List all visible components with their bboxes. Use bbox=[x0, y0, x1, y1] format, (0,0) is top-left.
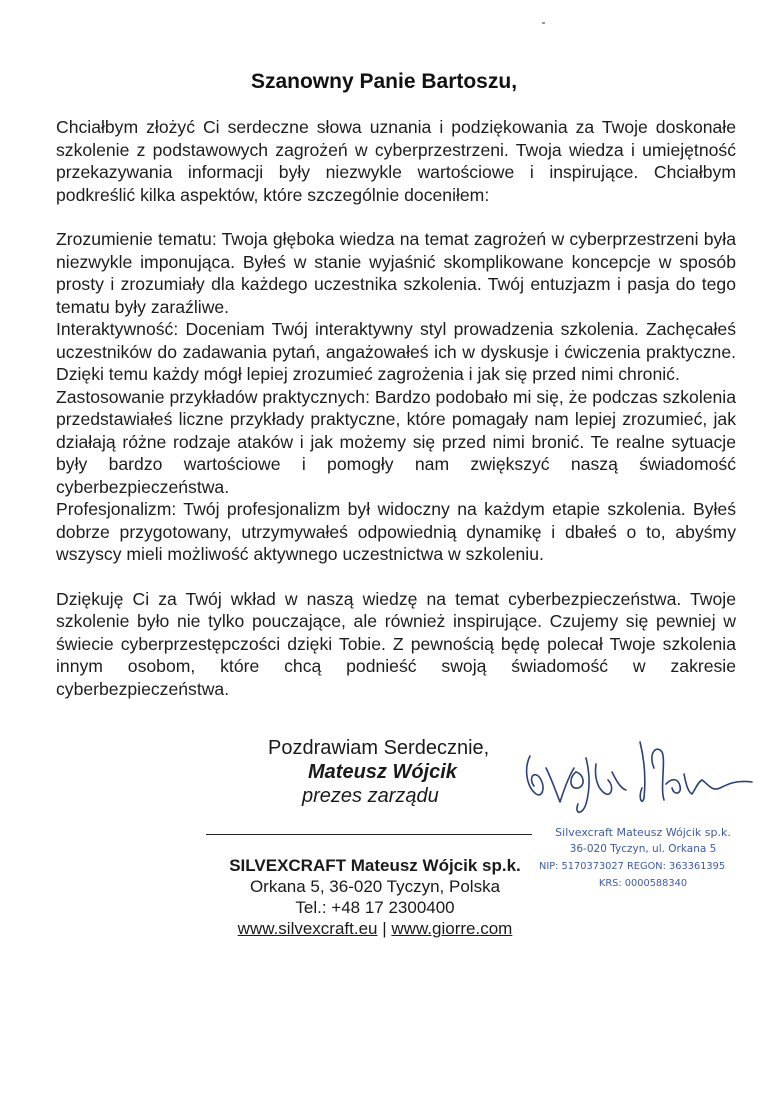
website-link-silvexcraft[interactable]: www.silvexcraft.eu bbox=[237, 919, 378, 938]
scan-speck bbox=[542, 22, 545, 24]
closing-block bbox=[268, 736, 489, 808]
company-websites bbox=[210, 918, 540, 939]
website-separator: | bbox=[382, 919, 387, 938]
letter-salutation: Szanowny Panie Bartoszu, bbox=[250, 70, 518, 93]
company-phone: Tel.: +48 17 2300400 bbox=[295, 898, 455, 917]
company-address: Orkana 5, 36-020 Tyczyn, Polska bbox=[249, 877, 501, 896]
signature-line bbox=[206, 834, 532, 835]
closing-greeting: Pozdrawiam Serdecznie, bbox=[268, 737, 490, 759]
company-name: SILVEXCRAFT Mateusz Wójcik sp.k. bbox=[229, 856, 521, 875]
signer-role: prezes zarządu bbox=[302, 785, 439, 807]
intro-paragraph: Chciałbym złożyć Ci serdeczne słowa uznania i podziękowania za Twoje doskonałe szkolenie z podstawowych zagrożeń w cyberprzestrzeni. Twoja wiedza i umiejętność przekazywania informacji były niezwykle wartościowe i inspirujące. Chciałbym podkreślić kilka aspektów, które szczególnie doceniłem: bbox=[56, 117, 736, 205]
stamp-tax-ids: NIP: 5170373027 REGON: 363361395 bbox=[539, 861, 726, 872]
point-interactivity: Interaktywność: Doceniam Twój interaktywny styl prowadzenia szkolenia. Zachęcałeś uczestników do zadawania pytań, angażowałeś ich w dyskusje i ćwiczenia praktyczne. Dzięki temu każdy mógł lepiej zrozumieć zagrożenia i jak się przed nimi chronić. bbox=[56, 319, 736, 384]
stamp-address: 36-020 Tyczyn, ul. Orkana 5 bbox=[569, 843, 717, 855]
point-understanding: Zrozumienie tematu: Twoja głęboka wiedza na temat zagrożeń w cyberprzestrzeni była niezwykle imponująca. Byłeś w stanie wyjaśnić skomplikowane koncepcje w sposób prosty i zrozumiały dla każdego uczestnika szkolenia. Twój entuzjazm i pasja do tego tematu były zaraźliwe. bbox=[56, 229, 736, 317]
company-footer bbox=[210, 855, 540, 939]
stamp-krs: KRS: 0000588340 bbox=[598, 878, 688, 889]
paragraph-gap bbox=[56, 566, 736, 588]
closing-paragraph: Dziękuję Ci za Twój wkład w naszą wiedzę na temat cyberbezpieczeństwa. Twoje szkolenie było nie tylko pouczające, ale również inspirujące. Czujemy się pewniej w świecie cyberprzestępczości dzięki Tobie. Z pewnością będę polecał Twoje szkolenia innym osobom, które chcą podnieść swoją świadomość w zakresie cyberbezpieczeństwa. bbox=[56, 588, 736, 699]
paragraph-gap bbox=[56, 206, 736, 228]
website-link-giorre[interactable]: www.giorre.com bbox=[391, 919, 513, 938]
company-stamp bbox=[533, 824, 753, 892]
point-professionalism: Profesjonalizm: Twój profesjonalizm był widoczny na każdym etapie szkolenia. Byłeś dobrze przygotowany, utrzymywałeś odpowiednią dynamikę i dbałeś o to, abyśmy wszyscy mieli możliwość aktywnego uczestnictwa w szkoleniu. bbox=[56, 499, 736, 564]
letter-body bbox=[56, 116, 736, 700]
handwritten-signature bbox=[516, 728, 756, 828]
stamp-company-name: Silvexcraft Mateusz Wójcik sp.k. bbox=[555, 826, 731, 839]
signer-name: Mateusz Wójcik bbox=[308, 761, 457, 783]
point-practical-examples: Zastosowanie przykładów praktycznych: Bardzo podobało mi się, że podczas szkolenia przedstawiałeś liczne przykłady praktyczne, które pomagały nam lepiej zrozumieć, jak działają różne rodzaje ataków i jak możemy się przed nimi bronić. Te realne sytuacje były bardzo wartościowe i pomogły nam zwiększyć naszą świadomość cyberbezpieczeństwa. bbox=[56, 386, 736, 497]
